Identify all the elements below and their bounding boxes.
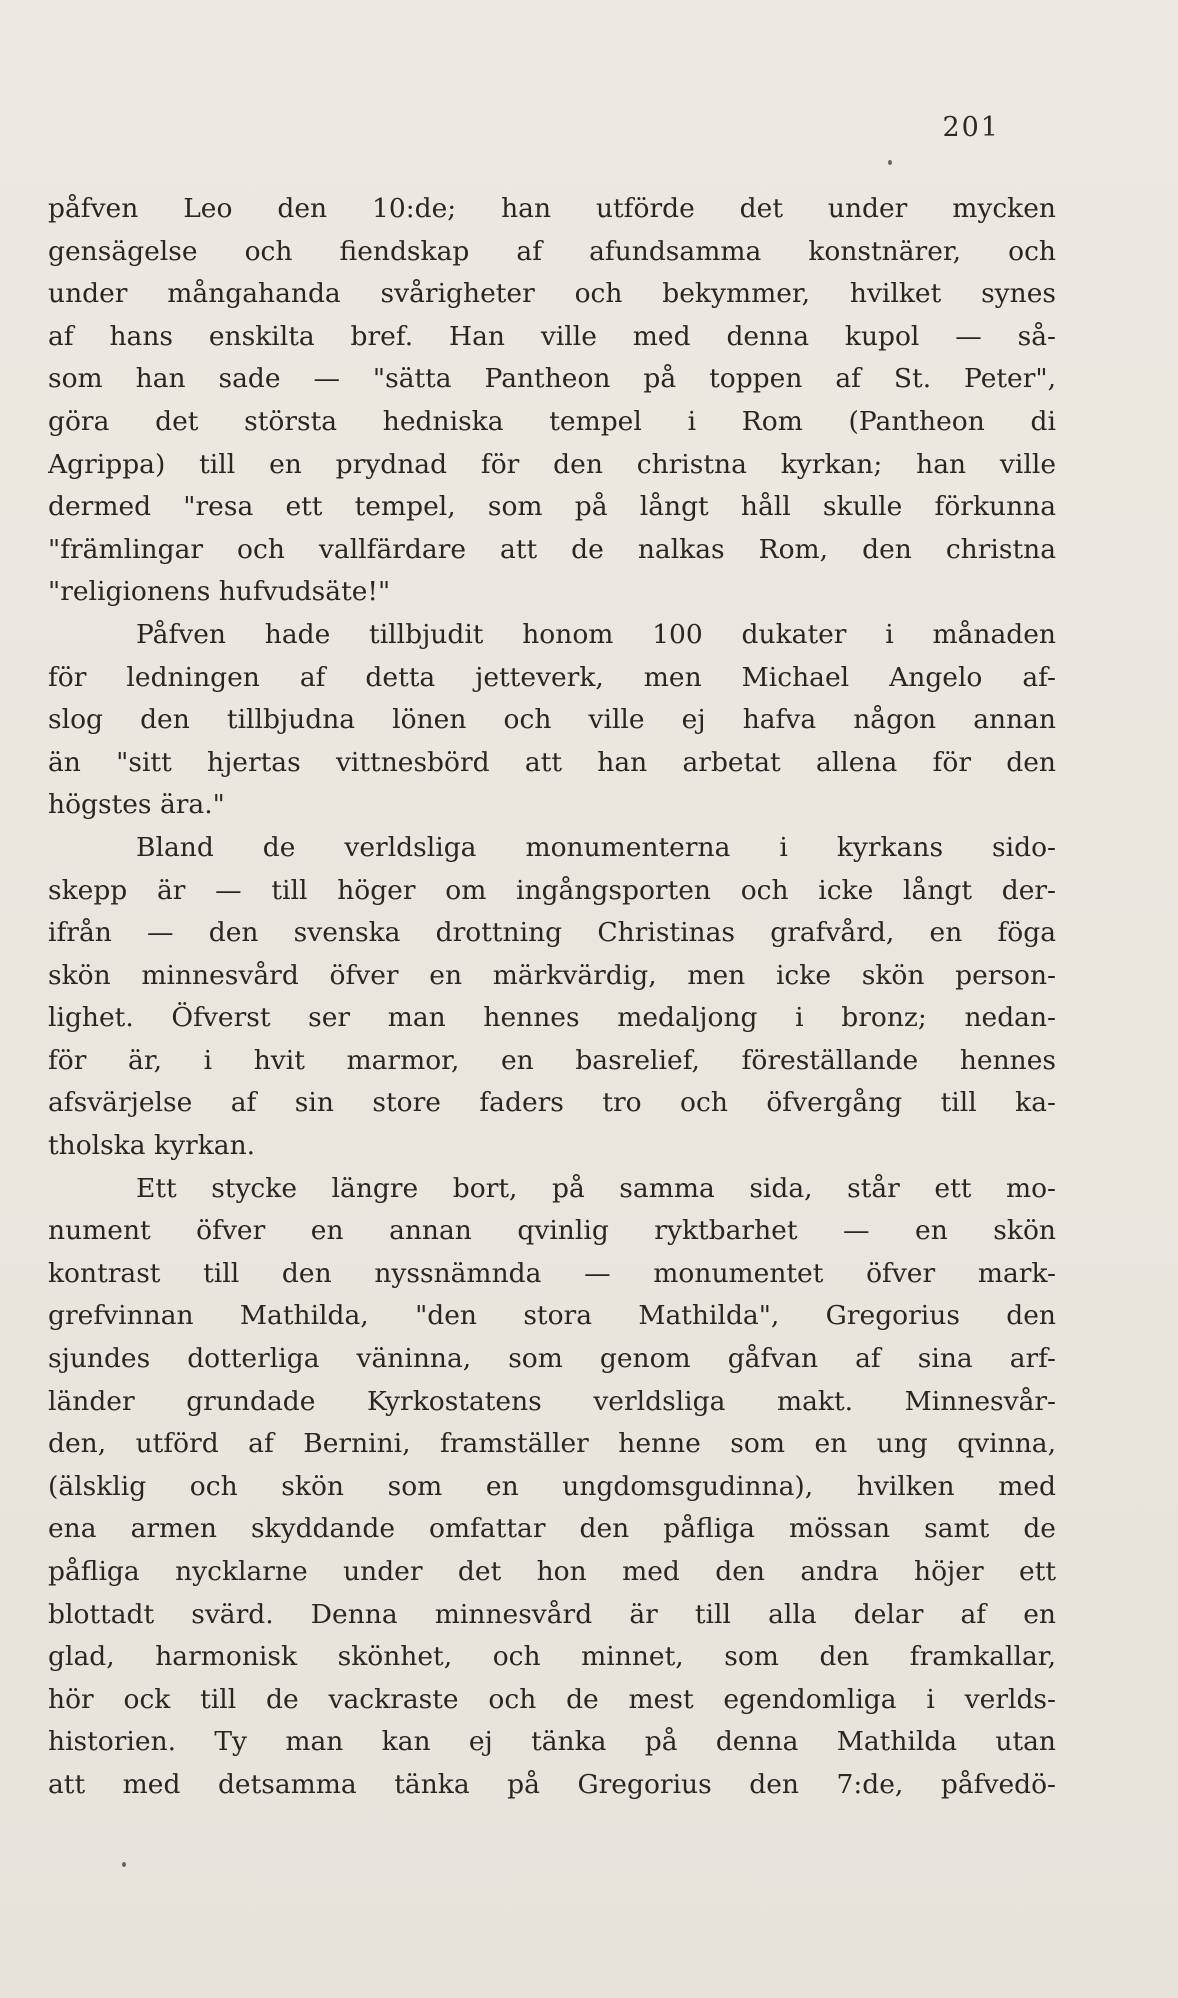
text-line: historien. Ty man kan ej tänka på denna Mathilda utan: [48, 1726, 1056, 1758]
text-line: dermed "resa ett tempel, som på långt håll skulle förkunna: [48, 491, 1056, 523]
text-line: grefvinnan Mathilda, "den stora Mathilda", Gregorius den: [48, 1300, 1056, 1332]
text-line: "främlingar och vallfärdare att de nalkas Rom, den christna: [48, 533, 1056, 565]
text-line: tholska kyrkan.: [48, 1130, 256, 1162]
text-line: slog den tillbjudna lönen och ville ej hafva någon annan: [48, 704, 1056, 736]
text-line: Bland de verldsliga monumenterna i kyrkans sido-: [136, 831, 1056, 863]
text-line: (älsklig och skön som en ungdomsgudinna), hvilken med: [48, 1470, 1056, 1502]
text-line: länder grundade Kyrkostatens verldsliga makt. Minnesvår-: [48, 1385, 1056, 1417]
text-line: för ledningen af detta jetteverk, men Michael Angelo af-: [48, 661, 1056, 693]
text-line: af hans enskilta bref. Han ville med denna kupol — så-: [48, 320, 1056, 352]
text-line: skepp är — till höger om ingångsporten och icke långt der-: [48, 874, 1056, 906]
text-line: hör ock till de vackraste och de mest egendomliga i verlds-: [48, 1683, 1056, 1715]
text-line: Agrippa) till en prydnad för den christna kyrkan; han ville: [48, 448, 1056, 480]
text-line: sjundes dotterliga väninna, som genom gåfvan af sina arf-: [48, 1343, 1056, 1375]
text-line: blottadt svärd. Denna minnesvård är till alla delar af en: [48, 1598, 1056, 1630]
text-line: kontrast till den nyssnämnda — monumentet öfver mark-: [48, 1257, 1056, 1289]
text-line: att med detsamma tänka på Gregorius den 7:de, påfvedö-: [48, 1768, 1056, 1800]
text-line: under mångahanda svårigheter och bekymmer, hvilket synes: [48, 278, 1056, 310]
ink-speck: [888, 160, 892, 165]
text-line: glad, harmonisk skönhet, och minnet, som den framkallar,: [48, 1641, 1056, 1673]
text-line: afsvärjelse af sin store faders tro och öfvergång till ka-: [48, 1087, 1056, 1119]
text-line: påfven Leo den 10:de; han utförde det under mycken: [48, 193, 1056, 224]
text-line: gensägelse och fiendskap af afundsamma konstnärer, och: [48, 235, 1056, 267]
text-line: Ett stycke längre bort, på samma sida, står ett mo-: [136, 1172, 1056, 1204]
text-line: lighet. Öfverst ser man hennes medaljong i bronz; nedan-: [48, 1002, 1056, 1034]
text-line: göra det största hedniska tempel i Rom (Pantheon di: [48, 405, 1056, 437]
text-line: ifrån — den svenska drottning Christinas grafvård, en föga: [48, 917, 1056, 949]
text-line: nument öfver en annan qvinlig ryktbarhet — en skön: [48, 1215, 1056, 1247]
ink-speck: [122, 1862, 126, 1867]
text-line: skön minnesvård öfver en märkvärdig, men icke skön person-: [48, 959, 1056, 991]
text-line: än "sitt hjertas vittnesbörd att han arbetat allena för den: [48, 746, 1056, 778]
text-line: Påfven hade tillbjudit honom 100 dukater i månaden: [136, 618, 1056, 650]
body-text: [48, 188, 1056, 1807]
text-line: för är, i hvit marmor, en basrelief, föreställande hennes: [48, 1044, 1056, 1076]
page-number: 201: [942, 112, 1000, 143]
text-line: ena armen skyddande omfattar den påfliga mössan samt de: [48, 1513, 1056, 1545]
text-line: den, utförd af Bernini, framställer henne som en ung qvinna,: [48, 1428, 1056, 1460]
text-line: som han sade — "sätta Pantheon på toppen af St. Peter",: [48, 363, 1056, 395]
text-line: "religionens hufvudsäte!": [48, 576, 391, 608]
text-line: påfliga nycklarne under det hon med den andra höjer ett: [48, 1556, 1056, 1587]
text-line: högstes ära.": [48, 789, 225, 821]
